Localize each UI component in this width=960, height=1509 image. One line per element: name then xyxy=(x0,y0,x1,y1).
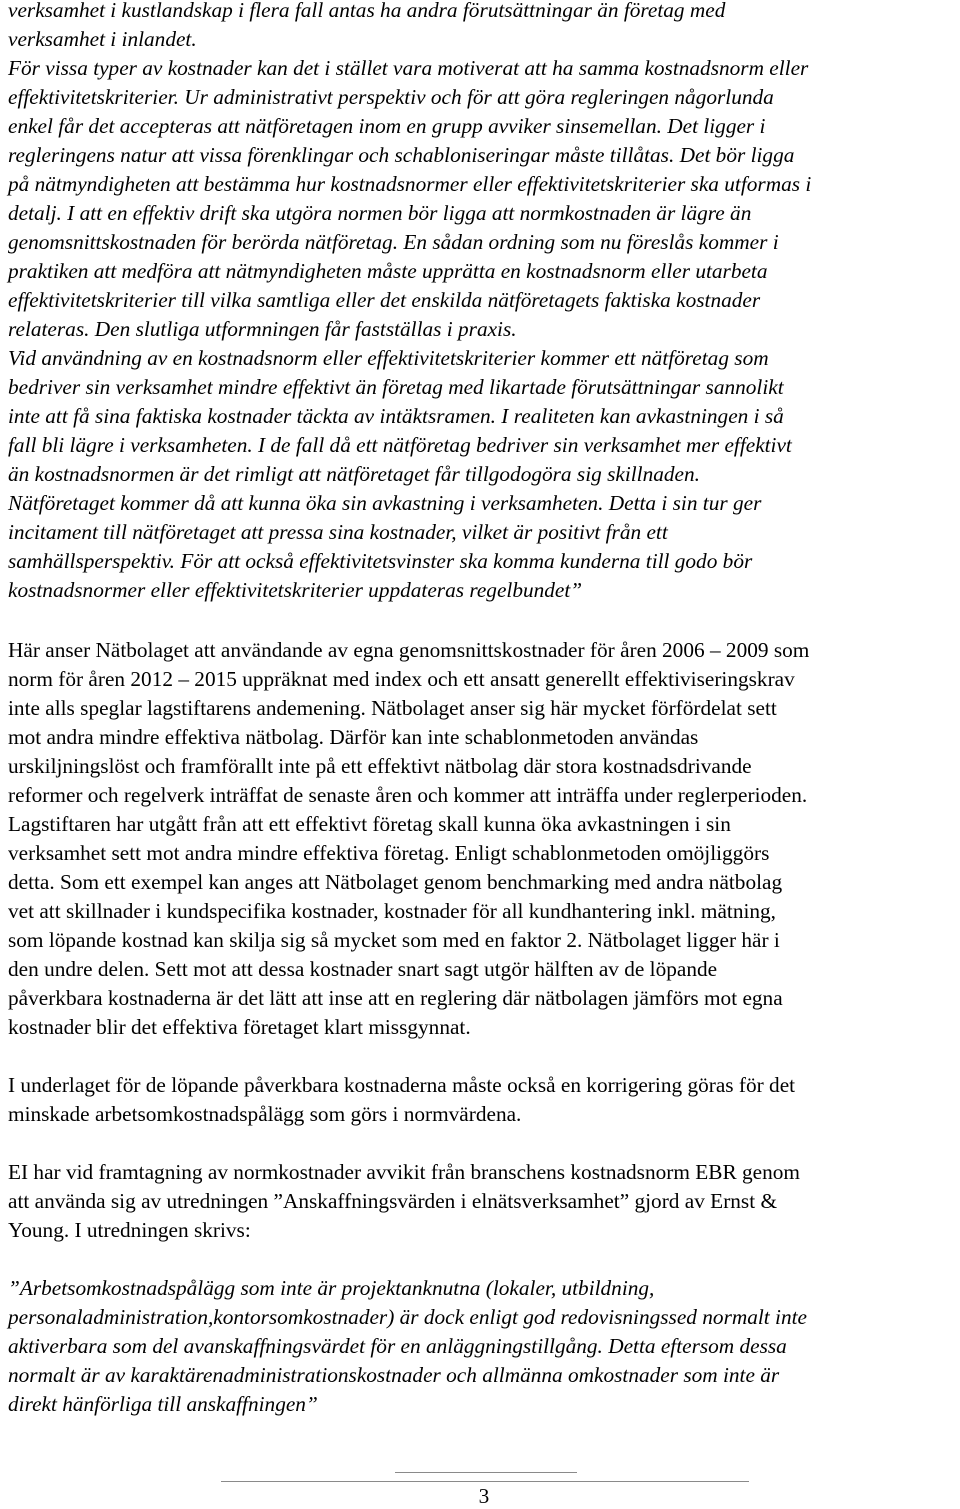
text-line: inte alls speglar lagstiftarens andemening. Nätbolaget anser sig här mycket förfördelat sett xyxy=(8,696,777,720)
text-line: direkt hänförliga till anskaffningen” xyxy=(8,1392,318,1416)
paragraph-1 xyxy=(8,636,956,1042)
text-line: påverkbara kostnaderna är det lätt att inse att en reglering där nätbolagen jämförs mot egna xyxy=(8,986,783,1010)
text-line: effektivitetskriterier. Ur administrativt perspektiv och för att göra regleringen någorlunda xyxy=(8,85,774,109)
text-line: verksamhet i inlandet. xyxy=(8,27,197,51)
text-line: att använda sig av utredningen ”Anskaffningsvärden i elnätsverksamhet” gjord av Ernst & xyxy=(8,1189,778,1213)
text-line: Här anser Nätbolaget att användande av egna genomsnittskostnader för åren 2006 – 2009 som xyxy=(8,638,810,662)
text-line: ”Arbetsomkostnadspålägg som inte är projektanknutna (lokaler, utbildning, xyxy=(8,1276,655,1300)
text-line: Vid användning av en kostnadsnorm eller effektivitetskriterier kommer ett nätföretag som xyxy=(8,346,769,370)
text-line: den undre delen. Sett mot att dessa kostnader snart sagt utgör hälften av de löpande xyxy=(8,957,718,981)
text-line: relateras. Den slutliga utformningen får fastställas i praxis. xyxy=(8,317,517,341)
text-line: Young. I utredningen skrivs: xyxy=(8,1218,251,1242)
footer-divider xyxy=(221,1481,749,1482)
text-line: genomsnittskostnaden för berörda nätföretag. En sådan ordning som nu föreslås kommer i xyxy=(8,230,779,254)
paragraph-gap xyxy=(8,605,956,636)
footer-divider xyxy=(395,1472,577,1473)
text-line: Lagstiftaren har utgått från att ett effektivt företag skall kunna öka avkastningen i sin xyxy=(8,812,731,836)
text-line: bedriver sin verksamhet mindre effektivt än företag med likartade förutsättningar sannolikt xyxy=(8,375,784,399)
text-line: än kostnadsnormen är det rimligt att nätföretaget får tillgodogöra sig skillnaden. xyxy=(8,462,700,486)
text-line: Nätföretaget kommer då att kunna öka sin avkastning i verksamheten. Detta i sin tur ger xyxy=(8,491,762,515)
page-number: 3 xyxy=(478,1484,490,1508)
text-line: vet att skillnader i kundspecifika kostnader, kostnader för all kundhantering inkl. mätning, xyxy=(8,899,777,923)
text-line: enkel får det accepteras att nätföretagen inom en grupp avviker sinsemellan. Det ligger i xyxy=(8,114,766,138)
text-line: som löpande kostnad kan skilja sig så mycket som med en faktor 2. Nätbolaget ligger här i xyxy=(8,928,780,952)
text-line: I underlaget för de löpande påverkbara kostnaderna måste också en korrigering göras för det xyxy=(8,1073,796,1097)
quote-bottom xyxy=(8,1274,956,1419)
text-line: kostnader blir det effektiva företaget klart missgynnat. xyxy=(8,1015,471,1039)
text-line: samhällsperspektiv. För att också effektivitetsvinster ska komma kunderna till godo bör xyxy=(8,549,753,573)
paragraph-2 xyxy=(8,1071,956,1129)
text-line: EI har vid framtagning av normkostnader avvikit från branschens kostnadsnorm EBR genom xyxy=(8,1160,800,1184)
text-line: regleringens natur att vissa förenklingar och schabloniseringar måste tillåtas. Det bör ligga xyxy=(8,143,795,167)
text-line: reformer och regelverk inträffat de senaste åren och kommer att inträffa under reglerperioden. xyxy=(8,783,808,807)
paragraph-3 xyxy=(8,1158,956,1245)
text-line: detalj. I att en effektiv drift ska utgöra normen bör ligga att normkostnaden är lägre än xyxy=(8,201,752,225)
text-line: mot andra mindre effektiva nätbolag. Därför kan inte schablonmetoden användas xyxy=(8,725,699,749)
text-line: verksamhet sett mot andra mindre effektiva företag. Enligt schablonmetoden omöjliggörs xyxy=(8,841,770,865)
text-line: inte att få sina faktiska kostnader täckta av intäktsramen. I realiteten kan avkastningen i så xyxy=(8,404,784,428)
text-line: aktiverbara som del avanskaffningsvärdet för en anläggningstillgång. Detta eftersom dessa xyxy=(8,1334,787,1358)
text-line: verksamhet i kustlandskap i flera fall antas ha andra förutsättningar än företag med xyxy=(8,0,726,22)
text-line: detta. Som ett exempel kan anges att Nätbolaget genom benchmarking med andra nätbolag xyxy=(8,870,783,894)
text-line: praktiken att medföra att nätmyndigheten måste upprätta en kostnadsnorm eller utarbeta xyxy=(8,259,768,283)
text-line: norm för åren 2012 – 2015 uppräknat med index och ett ansatt generellt effektiviseringskrav xyxy=(8,667,795,691)
text-line: effektivitetskriterier till vilka samtliga eller det enskilda nätföretagets faktiska kostnader xyxy=(8,288,761,312)
text-line: normalt är av karaktärenadministrationskostnader och allmänna omkostnader som inte är xyxy=(8,1363,780,1387)
quote-top xyxy=(8,0,956,605)
paragraph-gap xyxy=(8,1245,956,1274)
text-line: kostnadsnormer eller effektivitetskriterier uppdateras regelbundet” xyxy=(8,578,583,602)
text-line: incitament till nätföretaget att pressa sina kostnader, vilket är positivt från ett xyxy=(8,520,668,544)
text-line: fall bli lägre i verksamheten. I de fall då ett nätföretag bedriver sin verksamhet mer effektivt xyxy=(8,433,792,457)
text-line: minskade arbetsomkostnadspålägg som görs i normvärdena. xyxy=(8,1102,522,1126)
paragraph-gap xyxy=(8,1129,956,1158)
paragraph-gap xyxy=(8,1042,956,1071)
document-page xyxy=(8,0,956,1419)
text-line: personaladministration,kontorsomkostnader) är dock enligt god redovisningssed normalt inte xyxy=(8,1305,807,1329)
text-line: För vissa typer av kostnader kan det i stället vara motiverat att ha samma kostnadsnorm eller xyxy=(8,56,809,80)
page-footer xyxy=(0,1466,960,1509)
text-line: på nätmyndigheten att bestämma hur kostnadsnormer eller effektivitetskriterier ska utformas i xyxy=(8,172,812,196)
text-line: urskiljningslöst och framförallt inte på ett effektivt nätbolag där stora kostnadsdrivande xyxy=(8,754,752,778)
